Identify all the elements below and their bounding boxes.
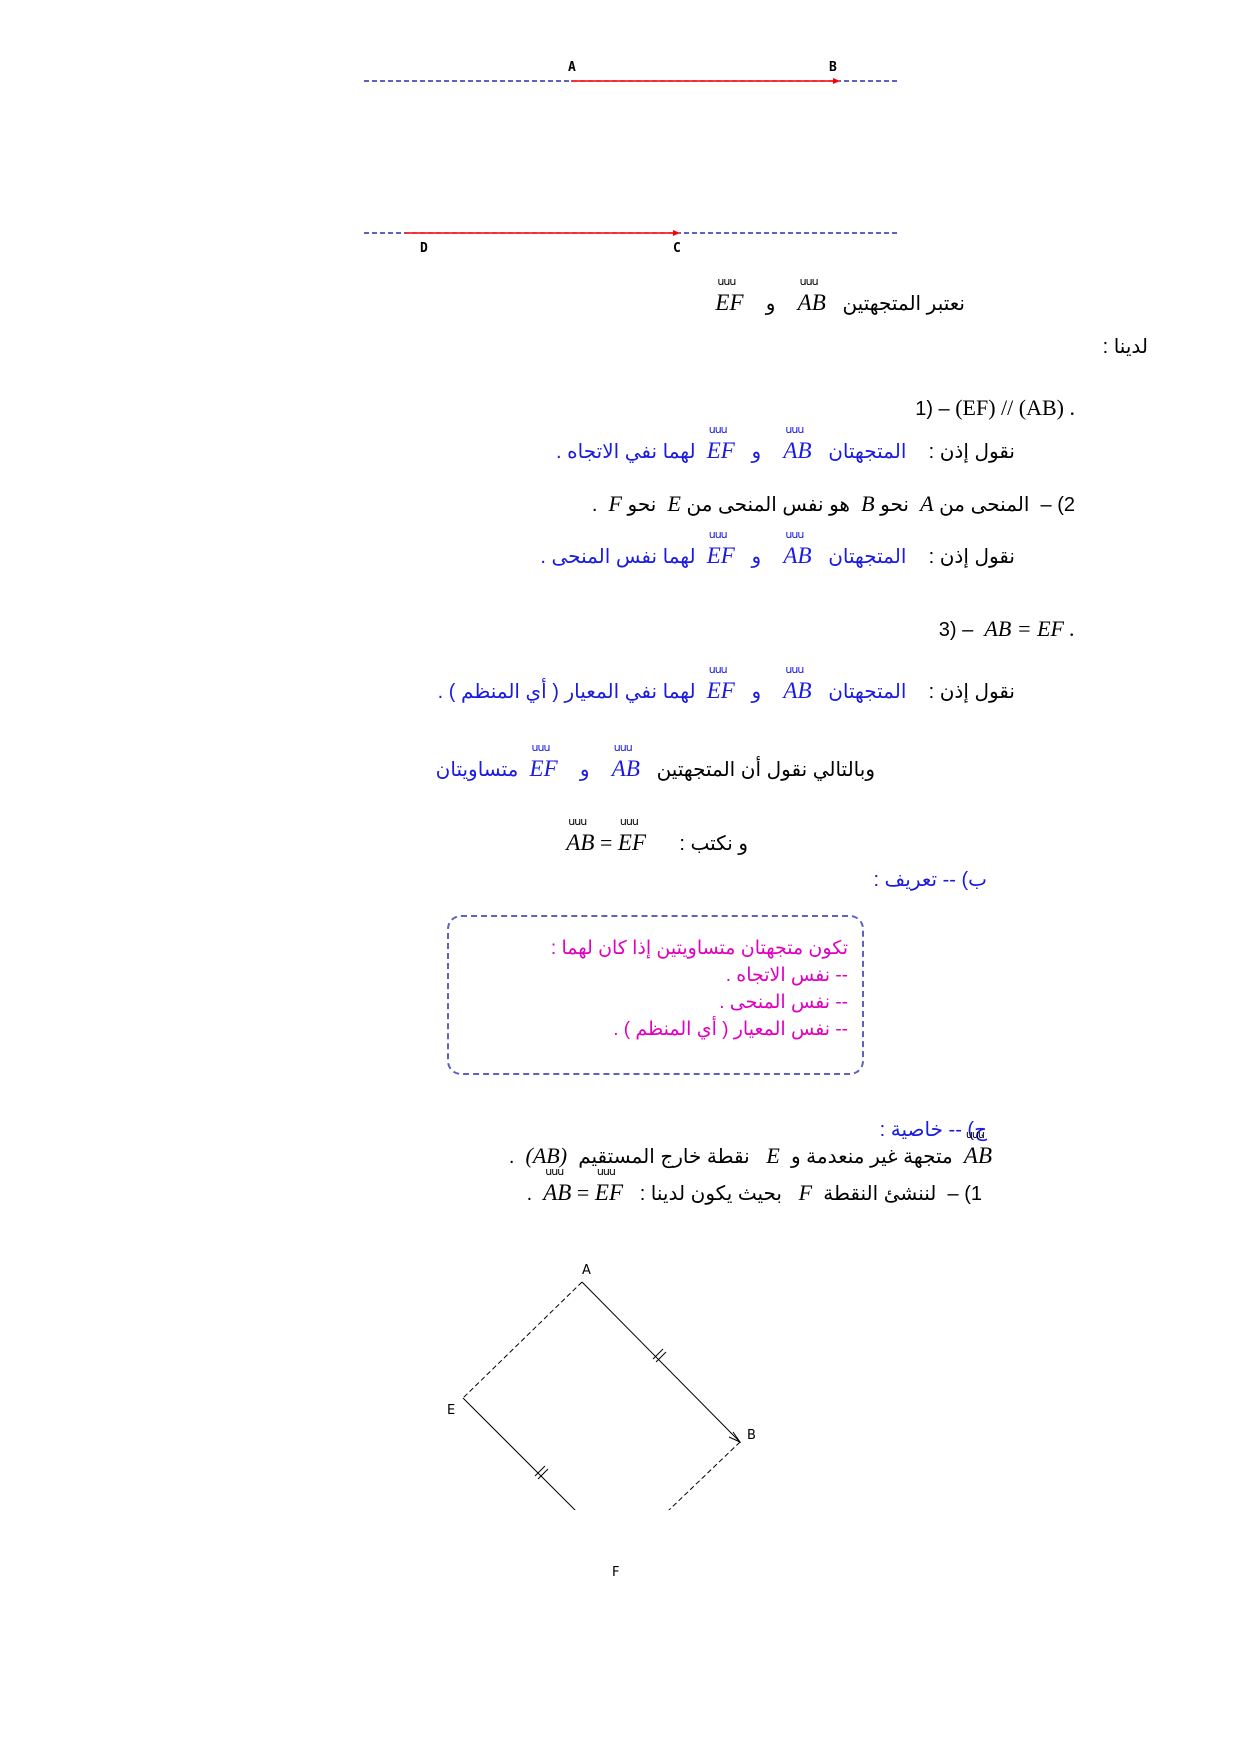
figure-parallelogram [0,1250,1240,1510]
item2-conclusion: نقول إذن : المتجهتان uuu AB و uuu EF لهما نفس المنحى . [540,543,1015,569]
therefore-line: وبالتالي نقول أن المتجهتين uuu AB و uuu EF متساويتان [436,756,875,782]
tick-ab-1 [653,1349,663,1359]
point-label-b2: B [747,1428,756,1443]
property-line-2: 1) – لننشئ النقطة F بحيث يكون لدينا : uuu AB = uuu EF . [527,1180,982,1206]
definition-line-3: -- نفس المنحى . [719,992,848,1013]
intro-line: نعتبر المتجهتين uuu AB و uuu EF [715,290,965,316]
arrowhead-b [833,78,840,84]
point-label-a: A [568,60,576,75]
dashed-edge-ae [463,1282,582,1398]
item1-statement: 1) – (EF) // (AB) . [915,395,1075,420]
vector-ab-edge [582,1282,740,1442]
point-label-e2: E [447,1403,456,1418]
item3-math: AB = EF . [984,616,1075,641]
item2-statement: 2) – المنحى من A نحو B هو نفس المنحى من E نحو F . [591,491,1075,516]
definition-line-4: -- نفس المعيار ( أي المنظم ) . [613,1019,848,1040]
figure-parallel-vectors [0,0,1240,260]
write-line: و نكتب : uuu AB = uuu EF [566,830,748,856]
definition-title: ب) -- تعريف : [873,869,987,891]
item3-statement: 3) – AB = EF . [938,616,1075,641]
definition-line-2: -- نفس الاتجاه . [725,965,848,986]
item1-math: (EF) // (AB) . [955,395,1075,420]
vector-ef-edge [463,1398,621,1510]
point-label-c: C [673,241,681,256]
definition-line-1: تكون متجهتان متساويتين إذا كان لهما : [550,938,848,959]
point-label-f2: F [612,1565,620,1580]
property-title: ج) -- خاصية : [879,1119,987,1141]
arrowhead-c [673,230,680,236]
tick-ab-2 [656,1352,666,1362]
point-label-b: B [829,60,837,75]
item3-conclusion: نقول إذن : المتجهتان uuu AB و uuu EF لهما نفي المعيار ( أي المنظم ) . [438,678,1015,704]
point-label-d: D [420,241,428,256]
point-label-a2: A [582,1263,591,1278]
property-line-1: uuu AB متجهة غير منعدمة و E نقطة خارج المستقيم (AB) . [509,1143,992,1169]
definition-box [447,915,864,1075]
dashed-edge-bf [621,1442,740,1510]
item1-conclusion: نقول إذن : المتجهتان uuu AB و uuu EF لهما نفي الاتجاه . [556,438,1015,464]
we-have-label: لدينا : [1102,336,1148,358]
